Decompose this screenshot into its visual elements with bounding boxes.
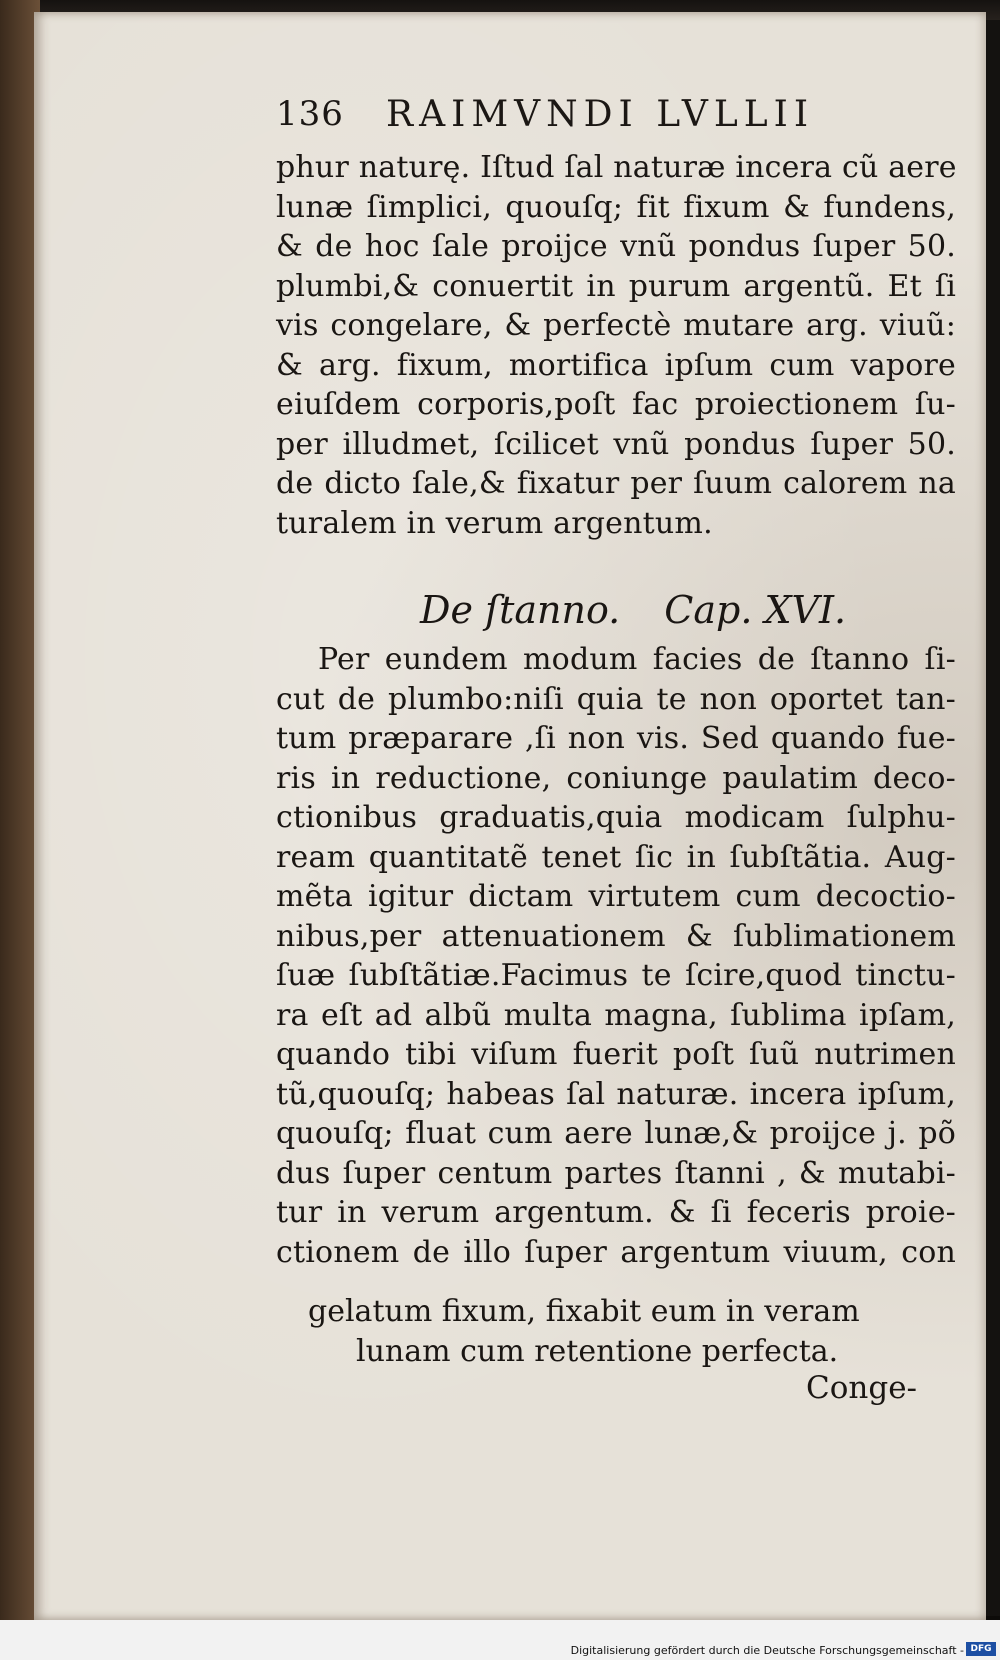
text-line: cut de plumbo:niſi quia te non oportet tan-: [276, 681, 956, 717]
text-line: & arg. fixum, mortifica ipſum cum vapore: [276, 347, 956, 383]
running-title: RAIMVNDI LVLLII: [386, 94, 815, 135]
text-line: quouſq; fluat cum aere lunæ,& proijce j. põ: [276, 1116, 956, 1151]
dfg-logo: DFG: [966, 1642, 996, 1656]
text-line: mẽta igitur dictam virtutem cum decoctio-: [276, 879, 956, 914]
text-line: plumbi,& conuertit in purum argentũ. Et ſi: [276, 268, 956, 304]
text-line: ream quantitatẽ tenet ſic in ſubſtãtia. Aug-: [276, 839, 956, 875]
digitization-credit: Digitalisierung gefördert durch die Deutsche Forschungsgemeinschaft -: [570, 1644, 964, 1657]
text-line: tur in verum argentum. & ſi feceris proie-: [276, 1195, 956, 1230]
text-line: de dicto ſale,& fixatur per ſuum calorem na: [276, 466, 956, 501]
text-line: tũ,quouſq; habeas ſal naturæ. incera ipſum,: [276, 1076, 956, 1112]
text-line-tapered: gelatum fixum, fixabit eum in veram: [308, 1294, 860, 1329]
text-line: ſuæ ſubſtãtiæ.Facimus te ſcire,quod tinctu-: [276, 958, 956, 993]
chapter-number: Cap. XVI.: [664, 588, 847, 632]
text-line: phur naturę. Iſtud ſal naturæ incera cũ aere: [276, 150, 957, 185]
catchword: Conge-: [806, 1370, 918, 1406]
text-line: vis congelare, & perfectè mutare arg. viuũ:: [276, 308, 956, 343]
text-line: & de hoc ſale proijce vnũ pondus ſuper 50.: [276, 229, 956, 264]
text-line: quando tibi viſum fuerit poſt ſuũ nutrimen: [276, 1037, 956, 1072]
chapter-title: De ſtanno.: [420, 588, 621, 632]
text-line-tapered: lunam cum retentione perfecta.: [356, 1334, 839, 1369]
scan-background-right: [986, 20, 1000, 1616]
text-line: ris in reductione, coniunge paulatim deco-: [276, 760, 956, 796]
text-line: ctionibus graduatis,quia modicam ſulphu-: [276, 800, 956, 835]
page-header: [276, 92, 876, 144]
text-line: lunæ ſimplici, quouſq; fit fixum & fundens,: [276, 189, 956, 225]
chapter-heading: [420, 588, 900, 632]
text-line: dus ſuper centum partes ſtanni , & mutabi-: [276, 1155, 956, 1191]
text-line: turalem in verum argentum.: [276, 505, 713, 541]
text-line: tum præparare ,ſi non vis. Sed quando fue-: [276, 721, 956, 756]
text-line: ctionem de illo ſuper argentum viuum, con: [276, 1234, 956, 1270]
text-line: per illudmet, ſcilicet vnũ pondus ſuper 50.: [276, 426, 956, 462]
paragraph-continuation: [276, 148, 956, 543]
chapter-paragraph: [276, 640, 956, 1272]
text-line: eiuſdem corporis,poſt fac proiectionem ſu-: [276, 387, 956, 422]
page-number: 136: [276, 94, 344, 134]
text-line: ra eſt ad albũ multa magna, ſublima ipſam,: [276, 997, 956, 1033]
text-line: Per eundem modum facies de ſtanno ſi-: [318, 642, 956, 677]
text-line: nibus,per attenuationem & ſublimationem: [276, 918, 956, 954]
